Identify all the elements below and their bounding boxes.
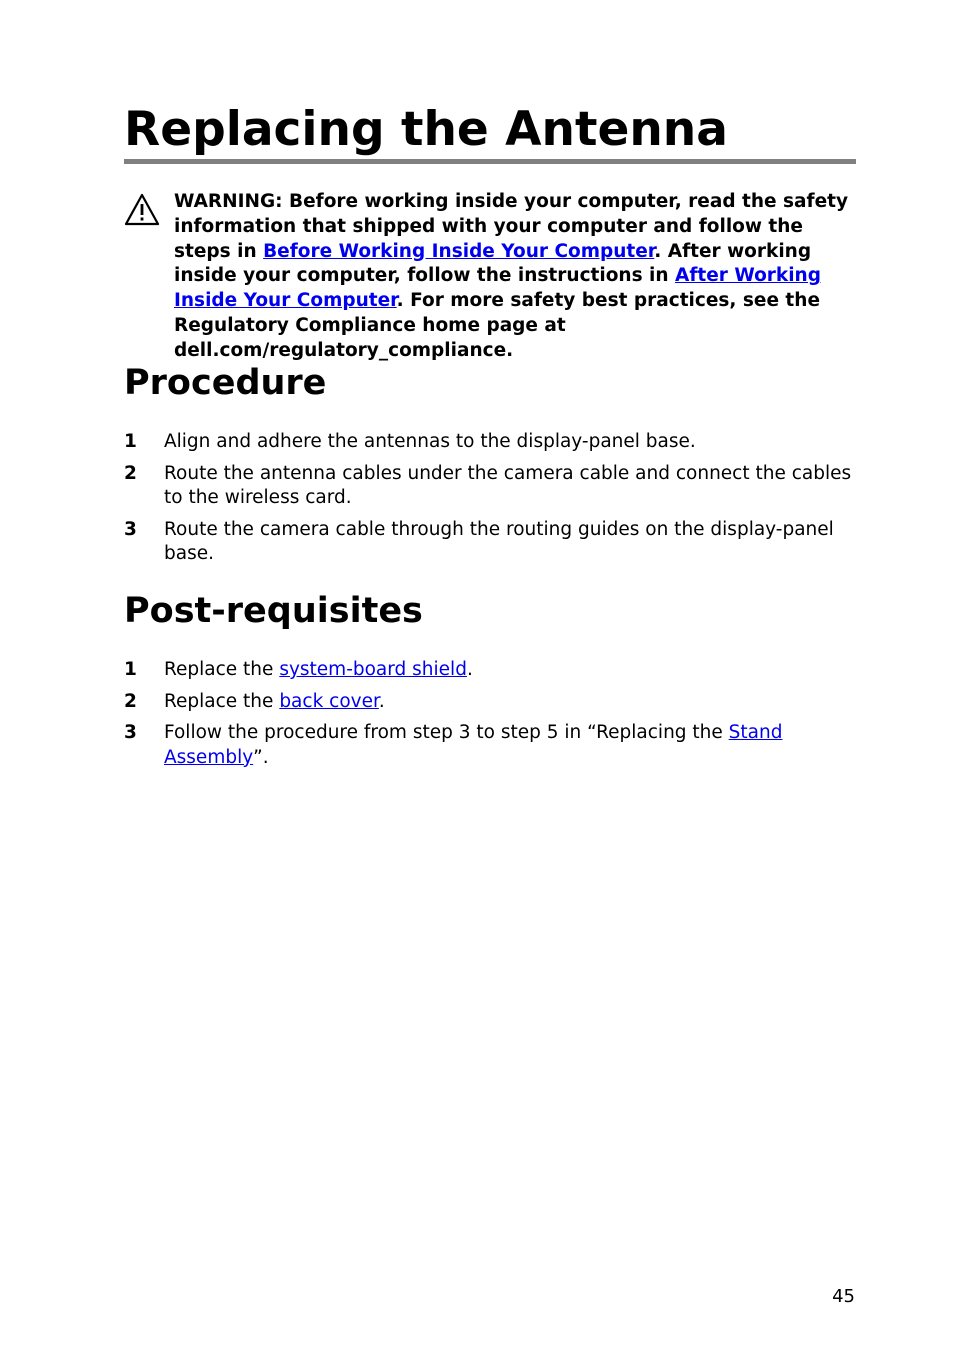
- step-text-after: ”.: [253, 746, 269, 768]
- step-number: 3: [124, 722, 137, 743]
- step-text: Route the antenna cables under the camera cable and connect the cables to the wireless card.: [164, 462, 852, 508]
- procedure-heading: Procedure: [124, 363, 327, 403]
- step-number: 1: [124, 431, 137, 452]
- stand-assembly-link[interactable]: Stand Assembly: [164, 722, 783, 768]
- postrequisite-step: [124, 690, 856, 715]
- postrequisites-heading: Post-requisites: [124, 591, 423, 631]
- step-number: 3: [124, 518, 137, 540]
- step-text-before: Replace the: [164, 659, 280, 680]
- step-text: Route the camera cable through the routing guides on the display-panel base.: [164, 518, 834, 564]
- step-number: 2: [124, 462, 137, 484]
- postrequisite-step: [124, 721, 856, 770]
- step-text-before: Replace the: [164, 690, 280, 712]
- postrequisites-steps: [124, 658, 856, 777]
- back-cover-link[interactable]: back cover: [279, 690, 379, 712]
- title-underline-rule: [124, 159, 856, 164]
- step-number: 1: [124, 659, 137, 680]
- warning-text: [174, 190, 864, 364]
- step-text-after: .: [378, 690, 385, 712]
- procedure-steps: [124, 430, 856, 574]
- after-working-inside-link[interactable]: After Working Inside Your Computer: [174, 265, 821, 312]
- page-title: Replacing the Antenna: [124, 102, 728, 157]
- warning-triangle-icon: [124, 193, 160, 227]
- procedure-step: [124, 430, 856, 455]
- step-text: Align and adhere the antennas to the display-panel base.: [164, 431, 696, 452]
- postrequisite-step: [124, 658, 856, 683]
- warning-text-part-2: . After working inside your computer, follow the instructions in: [174, 240, 812, 287]
- procedure-step: [124, 518, 856, 567]
- step-text-after: .: [466, 659, 473, 680]
- procedure-step: [124, 462, 856, 511]
- step-text-before: Follow the procedure from step 3 to step 5 in “Replacing the: [164, 722, 729, 743]
- warning-text-part-1: WARNING: Before working inside your computer, read the safety information that shipped with your computer and follow the steps in: [174, 191, 849, 262]
- system-board-shield-link[interactable]: system-board shield: [279, 659, 467, 680]
- step-number: 2: [124, 690, 137, 712]
- warning-text-part-3: . For more safety best practices, see the Regulatory Compliance home page at dell.com/regulatory_compliance.: [174, 290, 820, 361]
- before-working-inside-link[interactable]: Before Working Inside Your Computer: [263, 240, 655, 262]
- page-number: 45: [832, 1286, 855, 1307]
